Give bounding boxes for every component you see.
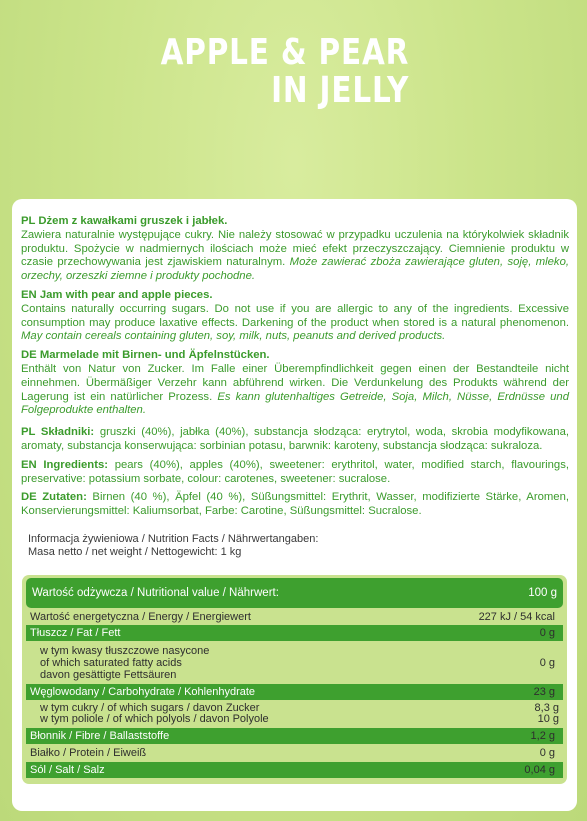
description-de-allergens: Es kann glutenhaltiges Getreide, Soja, Milch, Nüsse, Erdnüsse und Folgeprodukte enthalten. [21,390,569,417]
energy-row [26,608,563,624]
description-pl-heading: PL Dżem z kawałkami gruszek i jabłek. [21,215,228,227]
nutrition-header-value: 100 g [528,587,557,599]
nutrition-info-header [28,533,318,559]
salt-label: Sól / Salt / Salz [30,764,105,776]
nutrition-header-label: Wartość odżywcza / Nutritional value / Nährwert: [32,587,279,599]
description-en-allergens: May contain cereals containing gluten, soy, milk, nuts, peanuts and derived products. [21,330,446,343]
label-card [12,199,577,811]
carbohydrate-row [26,684,563,700]
ingredients-en [21,459,569,487]
protein-row [26,745,563,761]
net-weight: Masa netto / net weight / Nettogewicht: 1 kg [28,546,242,558]
description-pl [21,215,569,284]
salt-row [26,762,563,778]
ingredients-de-text: Birnen (40 %), Äpfel (40 %), Süßungsmittel: Erythrit, Wasser, modifizierte Stärke, Aromen, Konservierungsmittel: Kaliumsorbat, Farbe: Carotine, Süßungsmittel: Sucralose. [21,491,569,518]
energy-value: 227 kJ / 54 kcal [478,611,555,623]
ingredients-pl [21,426,569,454]
title-line-1: APPLE & PEAR [160,32,409,73]
polyols-value: 10 g [537,713,559,725]
polyols-label: w tym poliole / of which polyols / davon Polyole [40,713,269,725]
description-pl-body: Zawiera naturalnie występujące cukry. Nie należy stosować w przypadku uczulenia na którykolwiek składnik produktu. Spożycie w nadmiernych ilościach może mieć efekt przeczyszczający. Ciemnienie produktu w czasie przechowywania jest zjawiskiem naturalnym. [21,228,569,269]
fibre-row [26,728,563,744]
title-line-2: IN JELLY [270,70,409,111]
saturated-fat-row [26,642,563,683]
sugars-polyols-row [26,701,563,727]
description-block [21,215,569,524]
description-en-heading: EN Jam with pear and apple pieces. [21,288,213,301]
sugars-value: 8,3 g [534,702,559,714]
nutrition-info-title: Informacja żywieniowa / Nutrition Facts / Nährwertangaben: [28,533,319,545]
description-en-body: Contains naturally occurring sugars. Do not use if you are allergic to any of the ingredients. Excessive consumption may produce laxative effects. Darkening of the product when stored is a natural phenomenon. [21,302,569,329]
ingredients-en-text: pears (40%), apples (40%), sweetener: erythritol, water, modified starch, flavourings, preservative: potassium sorbate, colour: carotenes, sweetener: sucralose. [21,458,569,485]
fat-row [26,625,563,641]
fat-label: Tłuszcz / Fat / Fett [30,627,121,639]
description-en [21,289,569,344]
saturated-fat-value: 0 g [539,657,555,669]
carbohydrate-value: 23 g [533,686,555,698]
ingredients-en-label: EN Ingredients: [21,458,109,471]
product-title [160,34,409,110]
salt-value: 0,04 g [524,764,555,776]
nutrition-header-row [26,578,563,608]
description-de [21,349,569,418]
protein-value: 0 g [539,747,555,759]
fibre-label: Błonnik / Fibre / Ballaststoffe [30,730,170,742]
fibre-value: 1,2 g [530,730,555,742]
fat-value: 0 g [539,627,555,639]
carbohydrate-label: Węglowodany / Carbohydrate / Kohlenhydrate [30,686,256,698]
description-pl-allergens: Może zawierać zboża zawierające gluten, soję, mleko, orzechy, orzeszki ziemne i produkty pochodne. [21,256,569,283]
saturated-fat-label-en: of which saturated fatty acids [40,657,182,669]
ingredients-pl-label: PL Składniki: [21,426,95,439]
ingredients-pl-text: gruszki (40%), jabłka (40%), substancja słodząca: erytrytol, woda, skrobia modyfikowana, aromaty, substancja konserwująca: sorbinian potasu, barwnik: karoteny, substancja słodząca: sukraloza. [21,426,570,452]
energy-label: Wartość energetyczna / Energy / Energiewert [30,611,251,623]
saturated-fat-label-de: davon gesättigte Fettsäuren [40,669,177,681]
saturated-fat-label-pl: w tym kwasy tłuszczowe nasycone [40,645,210,657]
ingredients-de-label: DE Zutaten: [21,491,87,504]
nutrition-table [22,575,567,784]
description-de-body: Enthält von Natur von Zucker. Im Falle einer Überempfindlichkeit gegen einen der Bestandteile nicht einnehmen. Übermäßiger Verzehr kann abführend wirken. Die Verdunkelung des Produkts während der Lagerung ist ein natürlicher Prozess. [21,362,569,403]
description-de-heading: DE Marmelade mit Birnen- und Äpfelnstücken. [21,349,270,362]
ingredients-de [21,491,569,519]
protein-label: Białko / Protein / Eiweiß [30,747,147,759]
sugars-label: w tym cukry / of which sugars / davon Zucker [40,702,260,714]
